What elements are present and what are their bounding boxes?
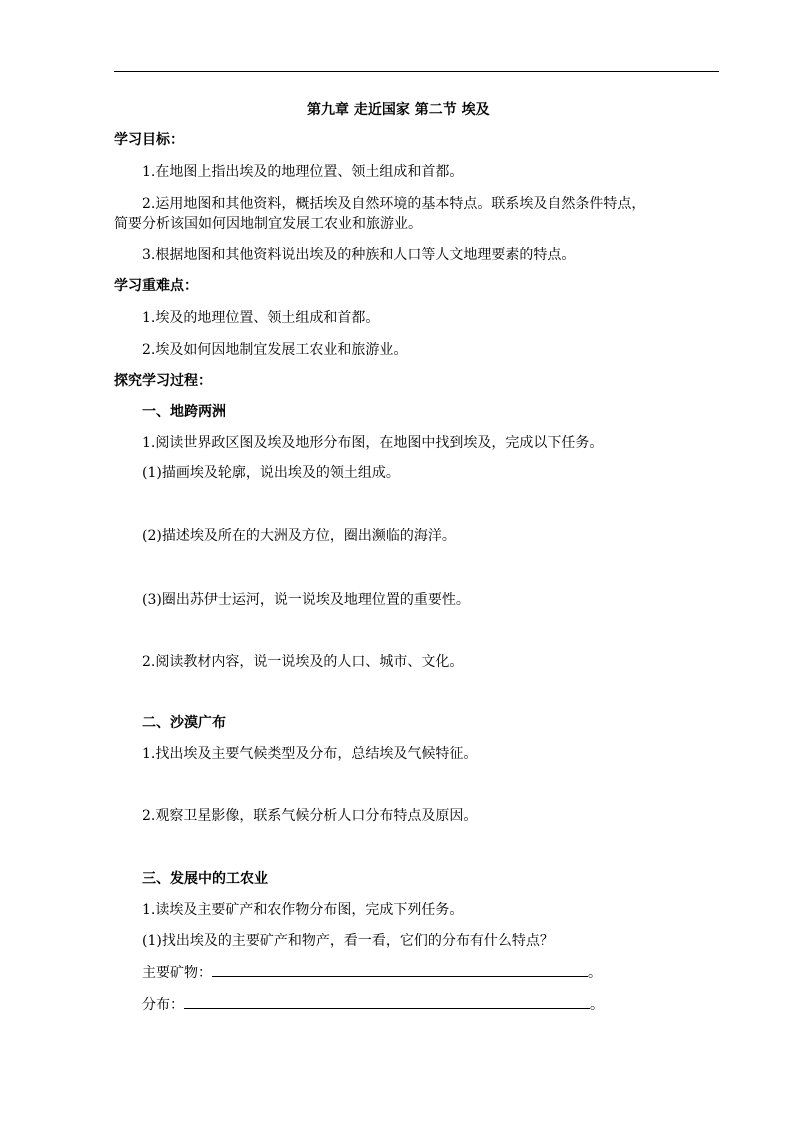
section1-q2: 2.阅读教材内容，说一说埃及的人口、城市、文化。 bbox=[142, 654, 464, 670]
end-mark: 。 bbox=[590, 997, 604, 1013]
distribution-label: 分布： bbox=[142, 997, 184, 1013]
objective-item-continuation: 简要分析该国如何因地制宜发展工农业和旅游业。 bbox=[114, 216, 422, 232]
key-point-item: 1.埃及的地理位置、领土组成和首都。 bbox=[142, 310, 380, 326]
process-heading: 探究学习过程： bbox=[114, 373, 212, 389]
objective-item: 1.在地图上指出埃及的地理位置、领土组成和首都。 bbox=[142, 164, 464, 180]
distribution-answer-row bbox=[142, 994, 604, 1015]
minerals-answer-row bbox=[142, 962, 602, 983]
key-point-item: 2.埃及如何因地制宜发展工农业和旅游业。 bbox=[142, 342, 408, 358]
objective-item: 2.运用地图和其他资料，概括埃及自然环境的基本特点。联系埃及自然条件特点， bbox=[142, 196, 646, 212]
section3-q1: 1.读埃及主要矿产和农作物分布图，完成下列任务。 bbox=[142, 902, 464, 918]
section1-q1c: (3)圈出苏伊士运河，说一说埃及地理位置的重要性。 bbox=[142, 592, 470, 608]
section1-q1a: (1)描画埃及轮廓，说出埃及的领土组成。 bbox=[142, 465, 400, 481]
end-mark: 。 bbox=[588, 965, 602, 981]
section2-q1: 1.找出埃及主要气候类型及分布，总结埃及气候特征。 bbox=[142, 746, 478, 762]
section1-q1: 1.阅读世界政区图及埃及地形分布图，在地图中找到埃及，完成以下任务。 bbox=[142, 435, 604, 451]
distribution-answer-blank[interactable] bbox=[184, 994, 590, 1009]
objectives-heading: 学习目标： bbox=[114, 132, 184, 148]
key-points-heading: 学习重难点： bbox=[114, 278, 198, 294]
minerals-answer-blank[interactable] bbox=[212, 962, 588, 977]
section2-q2: 2.观察卫星影像，联系气候分析人口分布特点及原因。 bbox=[142, 808, 478, 824]
section3-q1a: (1)找出埃及的主要矿产和物产，看一看，它们的分布有什么特点？ bbox=[142, 933, 554, 949]
minerals-label: 主要矿物： bbox=[142, 965, 212, 981]
section2-heading: 二、沙漠广布 bbox=[142, 715, 226, 731]
header-rule bbox=[114, 71, 719, 72]
section1-q1b: (2)描述埃及所在的大洲及方位，圈出濒临的海洋。 bbox=[142, 528, 456, 544]
section3-heading: 三、发展中的工农业 bbox=[142, 871, 268, 887]
objective-item: 3.根据地图和其他资料说出埃及的种族和人口等人文地理要素的特点。 bbox=[142, 247, 576, 263]
page-title: 第九章 走近国家 第二节 埃及 bbox=[307, 102, 490, 118]
section1-heading: 一、地跨两洲 bbox=[142, 404, 226, 420]
